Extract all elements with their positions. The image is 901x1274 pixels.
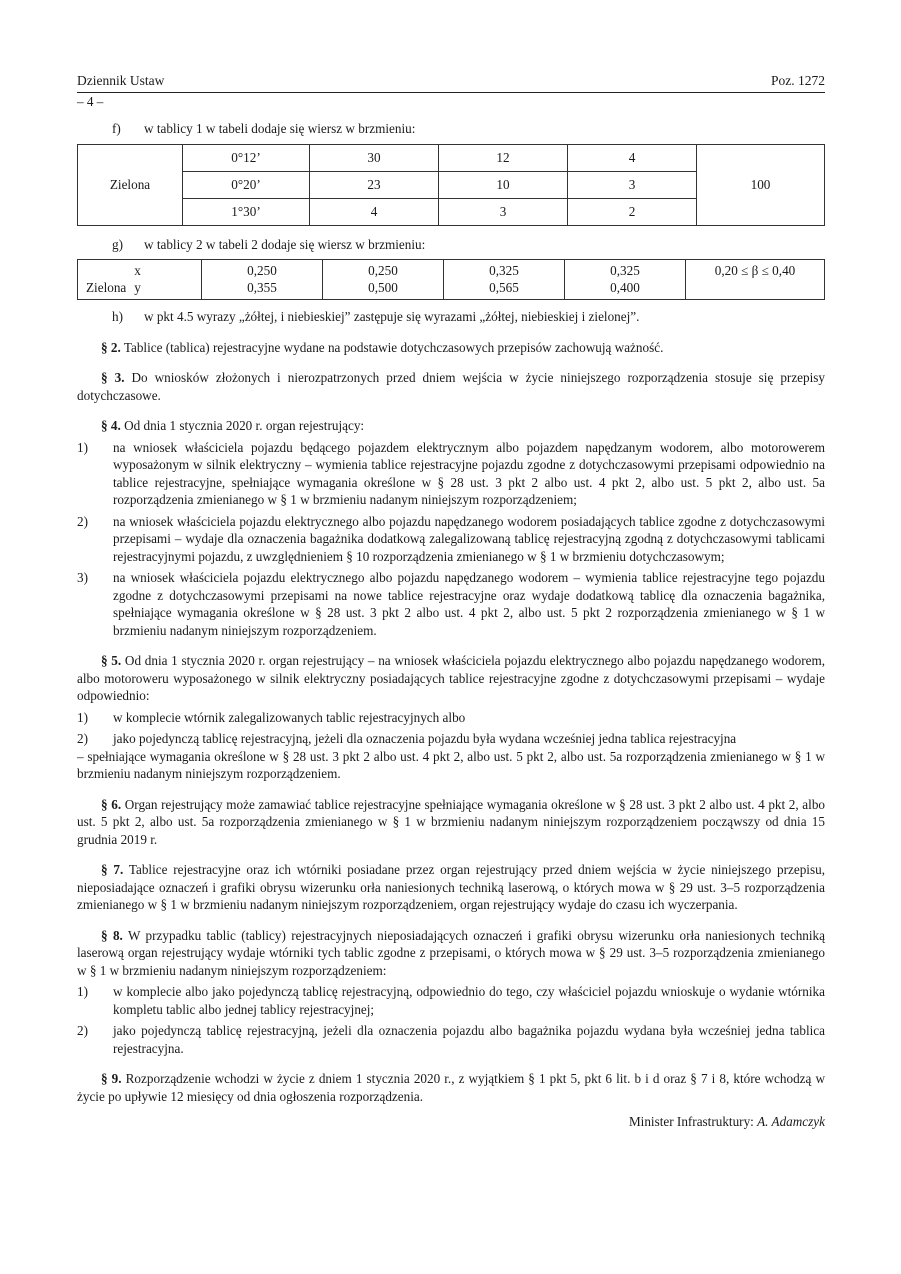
section-text: Rozporządzenie wchodzi w życie z dniem 1 stycznia 2020 r., z wyjątkiem § 1 pkt 5, pkt 6 lit. b i d oraz § 7 i 8, które wchodzą w życie po upływie 12 miesięcy od dnia ogłoszenia rozporządzenia. <box>77 1071 825 1104</box>
section-text: W przypadku tablic (tablicy) rejestracyjnych nieposiadających oznaczeń i grafiki obrysu wizerunku orła naniesionych techniką laserową organ rejestrujący wydaje wtórniki tych tablic zgodne z przepisami, o których mowa w § 29 ust. 3–5 rozporządzenia zmienianego w § 1 w brzmieniu nadanym niniejszym rozporządzeniem: <box>77 927 825 978</box>
page-header <box>77 72 825 110</box>
table-1-angle: 1°30’ <box>231 203 261 219</box>
signature-role: Minister Infrastruktury: <box>628 1114 754 1129</box>
section-6 <box>77 796 825 849</box>
section-5 <box>77 652 825 705</box>
table-1-angle: 0°20’ <box>231 176 261 192</box>
section-number: § 7. <box>101 862 124 877</box>
point-label: f) <box>112 121 121 136</box>
point-h <box>77 308 825 326</box>
section-3 <box>77 369 825 404</box>
section-7 <box>77 861 825 914</box>
signature <box>77 1113 825 1131</box>
table-2-value: 0,565 <box>489 280 519 295</box>
section-number: § 3. <box>101 370 125 385</box>
table-2-y: y <box>134 280 141 295</box>
item-text: w komplecie wtórnik zalegalizowanych tablic rejestracyjnych albo <box>113 709 466 725</box>
table-1-value: 10 <box>496 176 510 192</box>
point-label: g) <box>112 236 123 252</box>
table-1-value: 4 <box>370 203 378 219</box>
section-number: § 4. <box>101 418 121 433</box>
table-2-value: 0,355 <box>247 280 277 295</box>
page-number: – 4 – <box>77 93 104 109</box>
section-text: Od dnia 1 stycznia 2020 r. organ rejestrujący – na wniosek właściciela pojazdu elektrycznego albo pojazdu napędzanego wodorem, albo motoroweru wyposażonego w silnik elektryczny posiadających tablice rejestracyjne zgodne z dotychczasowymi przepisami – wydaje odpowiednio: <box>77 653 825 703</box>
section-text: Organ rejestrujący może zamawiać tablice rejestracyjne spełniające wymagania określone w § 28 ust. 3 pkt 2 albo ust. 4 pkt 2, albo ust. 5 pkt 2, albo ust. 5a rozporządzenia zmienianego w § 1 w brzmieniu nadanym niniejszym rozporządzeniem począwszy od dnia 15 grudnia 2019 r. <box>77 796 826 847</box>
item-text: w komplecie albo jako pojedynczą tablicę rejestracyjną, odpowiednio do tego, czy właściciel pojazdu wnioskuje o wydanie wtórnika kompletu tablic albo jednej tablicy rejestracyjnej; <box>113 984 825 1017</box>
table-2-value: 0,500 <box>368 280 398 295</box>
section-4 <box>77 417 825 435</box>
table-1-value: 12 <box>496 149 510 165</box>
signature-name: A. Adamczyk <box>757 1114 825 1129</box>
list-item <box>77 983 825 1018</box>
section-number: § 9. <box>101 1071 122 1086</box>
item-text: na wniosek właściciela pojazdu elektrycznego albo pojazdu napędzanego wodorem – wymienia tablice rejestracyjne tego pojazdu zgodne z dotychczasowymi przepisami na nowe tablice rejestracyjne oraz wydaje dodatkową tablicę dla oznaczenia bagażnika, spełniające wymagania określone w § 28 ust. 3 pkt 2 albo ust. 4 pkt 2, albo ust. 5 pkt 2 rozporządzenia zmienianego w § 1 w brzmieniu nadanym niniejszym rozporządzeniem. <box>113 570 825 638</box>
item-text: na wniosek właściciela pojazdu elektrycznego albo pojazdu napędzanego wodorem posiadających tablice zgodne z dotychczasowymi przepisami – wydaje dla oznaczenia bagażnika dodatkową zalegalizowaną tablicę rejestracyjną zgodną z dotychczasowymi tablicami rejestracyjnymi pojazdu, z uwzględnieniem § 10 rozporządzenia zmienianego w § 1 w brzmieniu dotychczasowym; <box>113 513 825 564</box>
section-number: § 6. <box>101 796 122 812</box>
section-8 <box>77 927 825 980</box>
section-text: Tablice (tablica) rejestracyjne wydane na podstawie dotychczasowych przepisów zachowują ważność. <box>123 339 664 355</box>
section-5-tail: – spełniające wymagania określone w § 28 ust. 3 pkt 2 albo ust. 4 pkt 2, albo ust. 5 pkt 2, albo ust. 5a rozporządzenia zmienianego w § 1 w brzmieniu nadanym niniejszym rozporządzeniem. <box>77 748 825 781</box>
point-text: w tablicy 2 w tabeli 2 dodaje się wiersz w brzmieniu: <box>144 236 426 252</box>
table-1-color: Zielona <box>78 144 183 225</box>
item-number: 1) <box>77 984 88 999</box>
item-text: jako pojedynczą tablicę rejestracyjną, jeżeli dla oznaczenia pojazdu była wydana wcześniej jedna tablica rejestracyjna <box>113 731 737 746</box>
item-number: 2) <box>77 1023 88 1038</box>
table-1-value: 4 <box>628 149 636 165</box>
list-item <box>77 709 825 727</box>
section-number: § 2. <box>101 339 121 355</box>
section-number: § 8. <box>101 927 123 943</box>
list-item <box>77 569 825 639</box>
table-2-value: 0,250 <box>368 263 398 278</box>
document-page <box>77 72 825 1131</box>
table-1-value: 3 <box>499 203 507 219</box>
table-1-last: 100 <box>697 144 825 225</box>
section-2 <box>77 339 825 357</box>
list-item <box>77 1022 825 1057</box>
table-2-value: 0,325 <box>489 263 519 278</box>
section-text: Tablice rejestracyjne oraz ich wtórniki posiadane przez organ rejestrujący przed dniem wejścia w życie niniejszego przepisu, nieposiadające oznaczeń i grafiki obrysu wizerunku orła naniesionych techniką laserową, o których mowa w § 29 ust. 3–5 rozporządzenia zmienianego w § 1 w brzmieniu nadanym niniejszym rozporządzeniem, organ rejestrujący wydaje do czasu ich wyczerpania. <box>77 862 825 912</box>
item-text: na wniosek właściciela pojazdu będącego pojazdem elektrycznym albo pojazdem napędzanym wodorem, albo motorowerem wyposażonym w silnik elektryczny – wymienia tablice rejestracyjne pojazdu zgodne z dotychczasowymi przepisami odpowiednio na tablice rejestracyjne, spełniające wymagania określone w § 28 ust. 3 pkt 2 albo ust. 4 pkt 2, albo ust. 5 pkt 2, albo ust. 5a rozporządzenia zmienianego w § 1 w brzmieniu nadanym niniejszym rozporządzeniem; <box>113 439 825 507</box>
point-text: w tablicy 1 w tabeli dodaje się wiersz w brzmieniu: <box>144 121 416 136</box>
item-number: 2) <box>77 513 88 529</box>
item-number: 1) <box>77 439 88 455</box>
table-1-value: 2 <box>628 203 636 219</box>
table-2-color-cell <box>78 260 202 300</box>
point-f <box>77 120 825 138</box>
item-number: 3) <box>77 570 88 585</box>
table-1-angle: 0°12’ <box>231 149 261 165</box>
table-1-row <box>77 144 825 226</box>
point-label: h) <box>112 309 123 324</box>
section-number: § 5. <box>101 653 122 668</box>
section-text: Od dnia 1 stycznia 2020 r. organ rejestrujący: <box>124 418 365 433</box>
table-2-color: Zielona <box>86 280 127 295</box>
table-2-value: 0,250 <box>247 263 277 278</box>
list-item <box>77 439 825 509</box>
section-9 <box>77 1070 825 1105</box>
item-text: jako pojedynczą tablicę rejestracyjną, jeżeli dla oznaczenia pojazdu albo bagażnika pojazdu wydana była wcześniej jedna tablica rejestracyjna. <box>113 1023 825 1056</box>
item-number: 2) <box>77 731 88 746</box>
section-text: Do wniosków złożonych i nierozpatrzonych przed dniem wejścia w życie niniejszego rozporządzenia stosuje się przepisy dotychczasowe. <box>77 370 826 403</box>
list-item <box>77 730 825 748</box>
table-2-range: 0,20 ≤ β ≤ 0,40 <box>686 260 825 300</box>
table-1-value: 3 <box>628 176 636 192</box>
point-g <box>77 236 825 254</box>
table-1-value: 23 <box>367 176 381 192</box>
table-2-row <box>77 259 825 300</box>
point-text: w pkt 4.5 wyrazy „żółtej, i niebieskiej” zastępuje się wyrazami „żółtej, niebieskiej i zielonej”. <box>144 309 640 324</box>
table-2-value: 0,400 <box>610 280 640 295</box>
table-2-value: 0,325 <box>610 263 640 278</box>
list-item <box>77 513 825 566</box>
journal-name: Dziennik Ustaw <box>77 73 165 88</box>
table-2-x: x <box>134 263 141 278</box>
item-number: 1) <box>77 709 88 725</box>
table-1-value: 30 <box>367 149 381 165</box>
position-number: Poz. 1272 <box>771 73 825 88</box>
